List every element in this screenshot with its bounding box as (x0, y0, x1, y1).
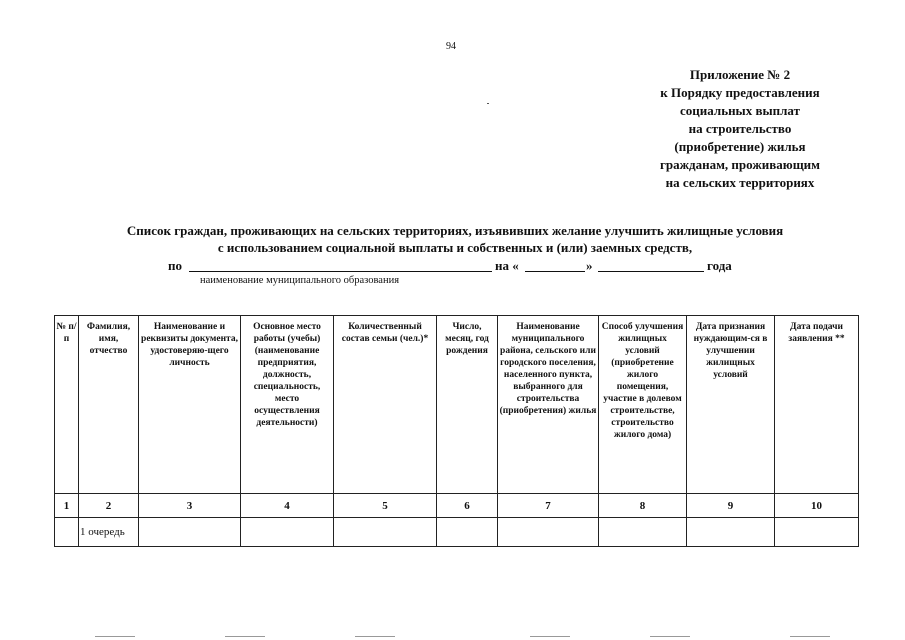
appendix-line: на сельских территориях (665, 175, 815, 190)
header-cell: Основное место работы (учебы) (наименование предприятия, должность, специальность, место осуществления деятельности) (241, 316, 334, 494)
header-cell: Дата признания нуждающим-ся в улучшении жилищных условий (687, 316, 775, 494)
column-number: 1 (55, 494, 79, 518)
table-cell (687, 518, 775, 547)
edge-mark (225, 636, 265, 637)
column-number: 10 (775, 494, 859, 518)
municipality-blank (189, 271, 492, 272)
municipality-caption: наименование муниципального образования (200, 275, 400, 286)
header-cell: Способ улучшения жилищных условий (приобретение жилого помещения, участие в долевом строительстве, строительство жилого дома) (599, 316, 687, 494)
table-cell (241, 518, 334, 547)
header-cell: № п/п (55, 316, 79, 494)
edge-mark (650, 636, 690, 637)
appendix-heading (630, 66, 850, 192)
title-line-2: с использованием социальной выплаты и собственных и (или) заемных средств, (217, 240, 693, 255)
page-number: 94 (446, 41, 456, 52)
queue-label-cell: 1 очередь (79, 518, 139, 547)
table-cell (599, 518, 687, 547)
edge-mark (530, 636, 570, 637)
label-na: на « (495, 258, 519, 273)
citizens-list-table (54, 315, 859, 547)
table-cell (437, 518, 498, 547)
appendix-line: социальных выплат (680, 103, 800, 118)
table-cell (55, 518, 79, 547)
column-number: 4 (241, 494, 334, 518)
label-close-quote: » (586, 258, 593, 273)
edge-mark (95, 636, 135, 637)
label-po: по (168, 258, 182, 273)
appendix-line: (приобретение) жилья (674, 139, 806, 154)
column-number: 7 (498, 494, 599, 518)
label-goda: года (707, 258, 732, 273)
edge-mark (355, 636, 395, 637)
edge-mark (790, 636, 830, 637)
header-cell: Наименование и реквизиты документа, удостоверяю-щего личность (139, 316, 241, 494)
appendix-line: Приложение № 2 (689, 67, 791, 82)
document-title (40, 222, 870, 256)
header-cell: Число, месяц, год рождения (437, 316, 498, 494)
header-cell: Фамилия, имя, отчество (79, 316, 139, 494)
appendix-line: гражданам, проживающим (659, 157, 821, 172)
title-line-1: Список граждан, проживающих на сельских территориях, изъявивших желание улучшить жилищные условия (126, 223, 784, 238)
column-number: 8 (599, 494, 687, 518)
column-number: 6 (437, 494, 498, 518)
month-blank (598, 271, 704, 272)
column-number: 2 (79, 494, 139, 518)
table-cell (498, 518, 599, 547)
header-cell: Количественный состав семьи (чел.)* (334, 316, 437, 494)
day-blank (525, 271, 585, 272)
table-cell (139, 518, 241, 547)
table-row (55, 518, 859, 547)
appendix-line: к Порядку предоставления (660, 85, 820, 100)
header-cell: Наименование муниципального района, сельского или городского поселения, населенного пункта, выбранного для строительства (приобретения) жилья (498, 316, 599, 494)
table-header-row (55, 316, 859, 494)
header-cell: Дата подачи заявления ** (775, 316, 859, 494)
appendix-line: на строительство (688, 121, 792, 136)
table-cell (334, 518, 437, 547)
page-bottom-edge (0, 634, 905, 640)
column-number: 3 (139, 494, 241, 518)
scan-speck (487, 103, 489, 104)
column-number-row (55, 494, 859, 518)
column-number: 9 (687, 494, 775, 518)
column-number: 5 (334, 494, 437, 518)
table-cell (775, 518, 859, 547)
